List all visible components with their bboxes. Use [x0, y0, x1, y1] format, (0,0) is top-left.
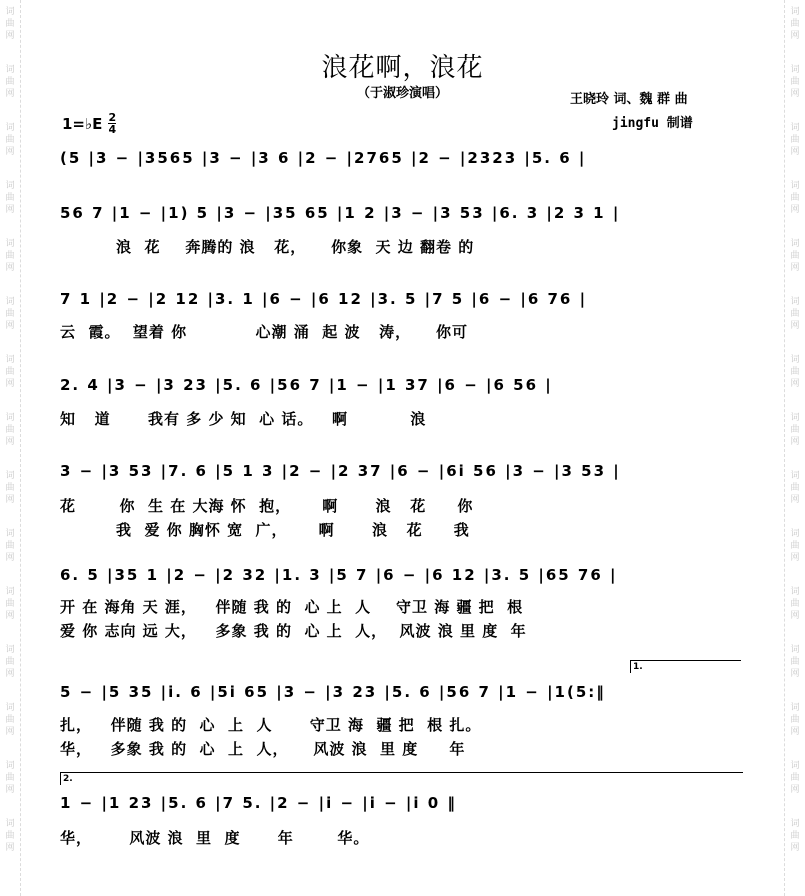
watermark-char: 网 — [790, 843, 800, 853]
watermark-char: 曲 — [790, 309, 800, 319]
watermark-char: 网 — [5, 31, 15, 41]
watermark-char: 曲 — [5, 657, 15, 667]
watermark-char: 词 — [790, 529, 800, 539]
watermark-char: 词 — [5, 529, 15, 539]
lyric-line-5b: 我 爱 你 胸怀 宽 广， 啊 浪 花 我 — [60, 521, 470, 539]
watermark-char: 网 — [5, 437, 15, 447]
watermark-char: 曲 — [790, 831, 800, 841]
watermark-char: 曲 — [5, 309, 15, 319]
watermark-char: 词 — [5, 355, 15, 365]
watermark-char: 曲 — [5, 367, 15, 377]
composer-credit: 王晓玲 词、魏 群 曲 — [570, 92, 688, 107]
watermark-char: 网 — [790, 553, 800, 563]
key-label: 1=♭E — [62, 114, 103, 133]
second-ending-bracket: 2. — [60, 772, 743, 785]
watermark-group — [790, 354, 799, 406]
watermark-char: 词 — [5, 297, 15, 307]
watermark-char: 网 — [790, 495, 800, 505]
watermark-char: 曲 — [5, 831, 15, 841]
watermark-char: 曲 — [5, 773, 15, 783]
watermark-char: 网 — [790, 727, 800, 737]
song-title: 浪花啊，浪花 — [321, 53, 484, 83]
watermark-char: 网 — [790, 321, 800, 331]
watermark-group — [5, 702, 14, 754]
key-signature — [62, 112, 116, 135]
watermark-group — [790, 644, 799, 696]
score-line-6: 6. 5 |35 1 |2 − |2 32 |1. 3 |5 7 |6 − |6 12 |3. 5 |65 76 | — [60, 566, 618, 584]
watermark-char: 曲 — [790, 541, 800, 551]
watermark-group — [790, 122, 799, 174]
watermark-char: 词 — [5, 761, 15, 771]
watermark-char: 词 — [5, 413, 15, 423]
watermark-group — [5, 644, 14, 696]
lyric-line-3: 云 霞。 望着 你 心潮 涌 起 波 涛， 你可 — [60, 323, 469, 341]
watermark-char: 词 — [5, 645, 15, 655]
time-top: 2 — [108, 111, 117, 124]
watermark-char: 网 — [5, 205, 15, 215]
watermark-char: 网 — [790, 379, 800, 389]
watermark-char: 网 — [790, 437, 800, 447]
watermark-group — [5, 296, 14, 348]
watermark-char: 曲 — [5, 425, 15, 435]
watermark-group — [790, 586, 799, 638]
watermark-group — [790, 818, 799, 870]
score-line-5: 3 − |3 53 |7. 6 |5 1 3 |2 − |2 37 |6 − |6i 56 |3 − |3 53 | — [60, 462, 621, 480]
watermark-char: 词 — [790, 703, 800, 713]
watermark-char: 词 — [790, 65, 800, 75]
first-ending-bracket: 1. — [630, 660, 741, 673]
watermark-left — [0, 0, 21, 896]
watermark-char: 词 — [5, 703, 15, 713]
watermark-char: 词 — [790, 587, 800, 597]
watermark-char: 网 — [5, 669, 15, 679]
watermark-group — [5, 528, 14, 580]
score-line-4: 2. 4 |3 − |3 23 |5. 6 |56 7 |1 − |1 37 |6 − |6 56 | — [60, 376, 553, 394]
watermark-char: 词 — [790, 355, 800, 365]
watermark-char: 词 — [790, 123, 800, 133]
watermark-char: 曲 — [790, 367, 800, 377]
watermark-group — [5, 818, 14, 870]
watermark-char: 曲 — [790, 483, 800, 493]
watermark-group — [790, 760, 799, 812]
score-line-3: 7 1 |2 − |2 12 |3. 1 |6 − |6 12 |3. 5 |7 5 |6 − |6 76 | — [60, 290, 588, 308]
watermark-char: 网 — [790, 263, 800, 273]
watermark-char: 网 — [5, 553, 15, 563]
watermark-char: 词 — [5, 587, 15, 597]
watermark-char: 网 — [5, 611, 15, 621]
lyric-line-8: 华， 风波 浪 里 度 年 华。 — [60, 829, 370, 847]
watermark-group — [5, 470, 14, 522]
watermark-char: 曲 — [5, 193, 15, 203]
watermark-char: 网 — [5, 321, 15, 331]
lyric-line-4: 知 道 我有 多 少 知 心 话。 啊 浪 — [60, 410, 427, 428]
arranger-credit: jingfu 制谱 — [612, 116, 693, 131]
watermark-char: 词 — [5, 123, 15, 133]
lyric-line-6b: 爱 你 志向 远 大， 多象 我 的 心 上 人， 风波 浪 里 度 年 — [60, 622, 527, 640]
watermark-char: 网 — [5, 263, 15, 273]
watermark-char: 词 — [790, 413, 800, 423]
watermark-group — [790, 470, 799, 522]
watermark-group — [790, 412, 799, 464]
watermark-char: 曲 — [5, 715, 15, 725]
watermark-char: 网 — [5, 727, 15, 737]
watermark-char: 词 — [5, 239, 15, 249]
watermark-char: 网 — [790, 147, 800, 157]
watermark-char: 曲 — [5, 77, 15, 87]
watermark-char: 词 — [790, 7, 800, 17]
watermark-group — [790, 296, 799, 348]
watermark-char: 词 — [5, 819, 15, 829]
watermark-char: 词 — [790, 819, 800, 829]
watermark-group — [5, 760, 14, 812]
watermark-char: 曲 — [790, 715, 800, 725]
watermark-char: 曲 — [790, 135, 800, 145]
watermark-group — [5, 180, 14, 232]
watermark-group — [5, 238, 14, 290]
watermark-char: 曲 — [5, 483, 15, 493]
watermark-char: 曲 — [790, 77, 800, 87]
watermark-group — [5, 586, 14, 638]
watermark-char: 词 — [5, 7, 15, 17]
watermark-group — [790, 528, 799, 580]
time-signature — [108, 112, 116, 135]
watermark-char: 网 — [790, 31, 800, 41]
watermark-char: 曲 — [5, 135, 15, 145]
watermark-char: 网 — [790, 785, 800, 795]
watermark-group — [5, 354, 14, 406]
watermark-char: 曲 — [5, 19, 15, 29]
watermark-char: 网 — [5, 495, 15, 505]
watermark-char: 词 — [790, 761, 800, 771]
score-line-2: 56 7 |1 − |1) 5 |3 − |35 65 |1 2 |3 − |3 53 |6. 3 |2 3 1 | — [60, 204, 621, 222]
lyric-line-6a: 开 在 海角 天 涯， 伴随 我 的 心 上 人 守卫 海 疆 把 根 — [60, 598, 524, 616]
lyric-line-2: 浪 花 奔腾的 浪 花， 你象 天 边 翻卷 的 — [60, 238, 475, 256]
watermark-char: 网 — [790, 205, 800, 215]
watermark-right — [784, 0, 805, 896]
watermark-char: 网 — [5, 785, 15, 795]
watermark-char: 曲 — [790, 425, 800, 435]
lyric-line-5a: 花 你 生 在 大海 怀 抱， 啊 浪 花 你 — [60, 497, 474, 515]
watermark-char: 曲 — [790, 599, 800, 609]
watermark-char: 词 — [5, 471, 15, 481]
watermark-char: 网 — [5, 89, 15, 99]
watermark-char: 网 — [5, 147, 15, 157]
watermark-char: 网 — [790, 611, 800, 621]
watermark-char: 网 — [790, 669, 800, 679]
time-bottom: 4 — [108, 123, 117, 136]
lyric-line-7a: 扎， 伴随 我 的 心 上 人 守卫 海 疆 把 根 扎。 — [60, 716, 482, 734]
watermark-group — [790, 702, 799, 754]
watermark-char: 曲 — [790, 251, 800, 261]
watermark-char: 曲 — [5, 251, 15, 261]
watermark-char: 曲 — [790, 773, 800, 783]
watermark-char: 曲 — [790, 193, 800, 203]
watermark-char: 曲 — [790, 657, 800, 667]
watermark-group — [790, 238, 799, 290]
watermark-char: 词 — [790, 297, 800, 307]
watermark-char: 网 — [790, 89, 800, 99]
watermark-char: 网 — [5, 843, 15, 853]
watermark-char: 网 — [5, 379, 15, 389]
watermark-char: 曲 — [5, 541, 15, 551]
watermark-group — [5, 122, 14, 174]
score-line-7: 5 − |5 35 |i. 6 |5i 65 |3 − |3 23 |5. 6 |56 7 |1 − |1(5:‖ — [60, 683, 606, 701]
singer-credit: （于淑珍演唱） — [356, 86, 448, 101]
watermark-char: 词 — [790, 181, 800, 191]
watermark-char: 词 — [5, 181, 15, 191]
watermark-char: 词 — [5, 65, 15, 75]
watermark-char: 词 — [790, 471, 800, 481]
watermark-char: 词 — [790, 239, 800, 249]
lyric-line-7b: 华， 多象 我 的 心 上 人， 风波 浪 里 度 年 — [60, 740, 466, 758]
score-line-8: 1 − |1 23 |5. 6 |7 5. |2 − |i − |i − |i 0 ‖ — [60, 794, 457, 812]
score-line-1: (5 |3 − |3565 |3 − |3 6 |2 − |2765 |2 − |2323 |5. 6 | — [60, 149, 587, 167]
watermark-char: 词 — [790, 645, 800, 655]
watermark-group — [790, 180, 799, 232]
watermark-group — [5, 412, 14, 464]
watermark-char: 曲 — [790, 19, 800, 29]
watermark-char: 曲 — [5, 599, 15, 609]
